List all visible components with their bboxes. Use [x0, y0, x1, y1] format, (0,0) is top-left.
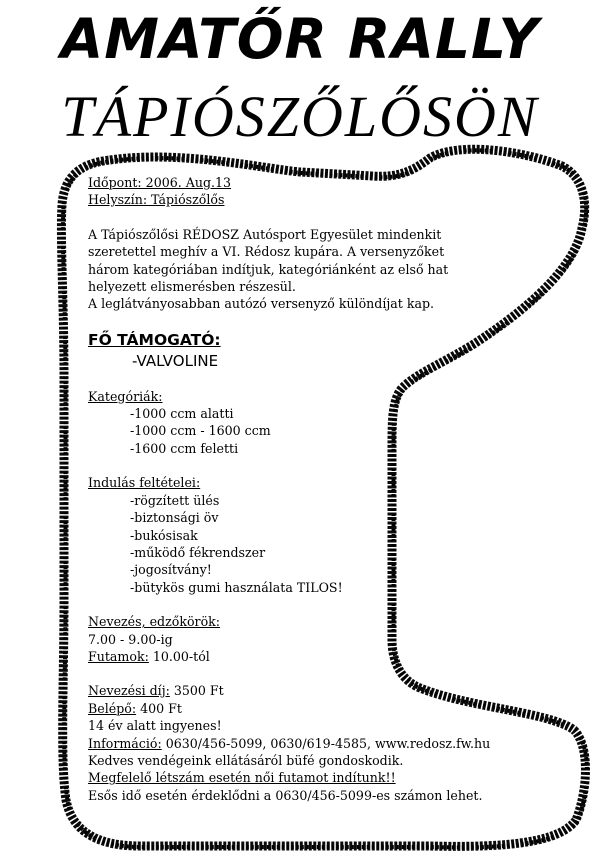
entry-label: Belépő:: [88, 700, 137, 716]
title-line-1: AMATŐR RALLY: [60, 7, 540, 71]
condition-item: -rögzített ülés: [130, 492, 220, 508]
event-date: Időpont: 2006. Aug.13: [88, 175, 232, 190]
rain-note: Esős idő esetén érdeklődni a 0630/456-5099-es számon lehet.: [88, 787, 483, 803]
category-item: -1000 ccm - 1600 ccm: [130, 423, 271, 439]
races-label: Futamok:: [88, 648, 149, 664]
catering-note: Kedves vendégeink ellátásáról büfé gondoskodik.: [88, 752, 404, 768]
conditions-heading: Indulás feltételei:: [88, 475, 201, 491]
women-race-note: Megfelelő létszám esetén női futamot indítunk!!: [88, 770, 396, 786]
intro-line: A Tápiószőlősi RÉDOSZ Autósport Egyesület mindenkit: [88, 226, 442, 242]
condition-item: -jogosítvány!: [130, 562, 212, 578]
entry-value: 400 Ft: [136, 700, 182, 716]
registration-heading: Nevezés, edzőkörök:: [88, 614, 221, 630]
info-label: Információ:: [88, 735, 162, 751]
condition-item: -működő fékrendszer: [130, 544, 266, 560]
event-location: Helyszín: Tápiószőlős: [88, 192, 225, 208]
fee-row: [88, 682, 528, 699]
free-note: 14 év alatt ingyenes!: [88, 718, 222, 734]
entry-row: [88, 700, 528, 717]
info-value: 0630/456-5099, 0630/619-4585, www.redosz.fw.hu: [161, 735, 491, 751]
condition-item: -bukósisak: [130, 527, 198, 543]
category-item: -1600 ccm feletti: [130, 440, 239, 456]
races-row: [88, 648, 528, 665]
fee-label: Nevezési díj:: [88, 683, 170, 699]
intro-line: A leglátványosabban autózó versenyző különdíjat kap.: [88, 296, 435, 312]
info-row: [88, 735, 528, 752]
condition-item: -biztonsági öv: [130, 510, 219, 526]
flyer-content: [88, 174, 528, 804]
condition-item: -bütykös gumi használata TILOS!: [130, 579, 343, 595]
registration-time: 7.00 - 9.00-ig: [88, 631, 173, 647]
category-item: -1000 ccm alatti: [130, 406, 234, 422]
sponsor-heading: FŐ TÁMOGATÓ:: [88, 330, 221, 349]
intro-line: szeretettel meghív a VI. Rédosz kupára. A versenyzőket: [88, 244, 445, 260]
fee-value: 3500 Ft: [169, 683, 224, 699]
intro-line: helyezett elismerésben részesül.: [88, 279, 296, 295]
categories-heading: Kategóriák:: [88, 388, 163, 404]
title-line-2: TÁPIÓSZŐLŐSÖN: [61, 84, 539, 149]
sponsor-name: -VALVOLINE: [132, 352, 219, 371]
intro-line: három kategóriában indítjuk, kategóriánként az első hat: [88, 261, 449, 277]
races-time: 10.00-tól: [148, 648, 210, 664]
